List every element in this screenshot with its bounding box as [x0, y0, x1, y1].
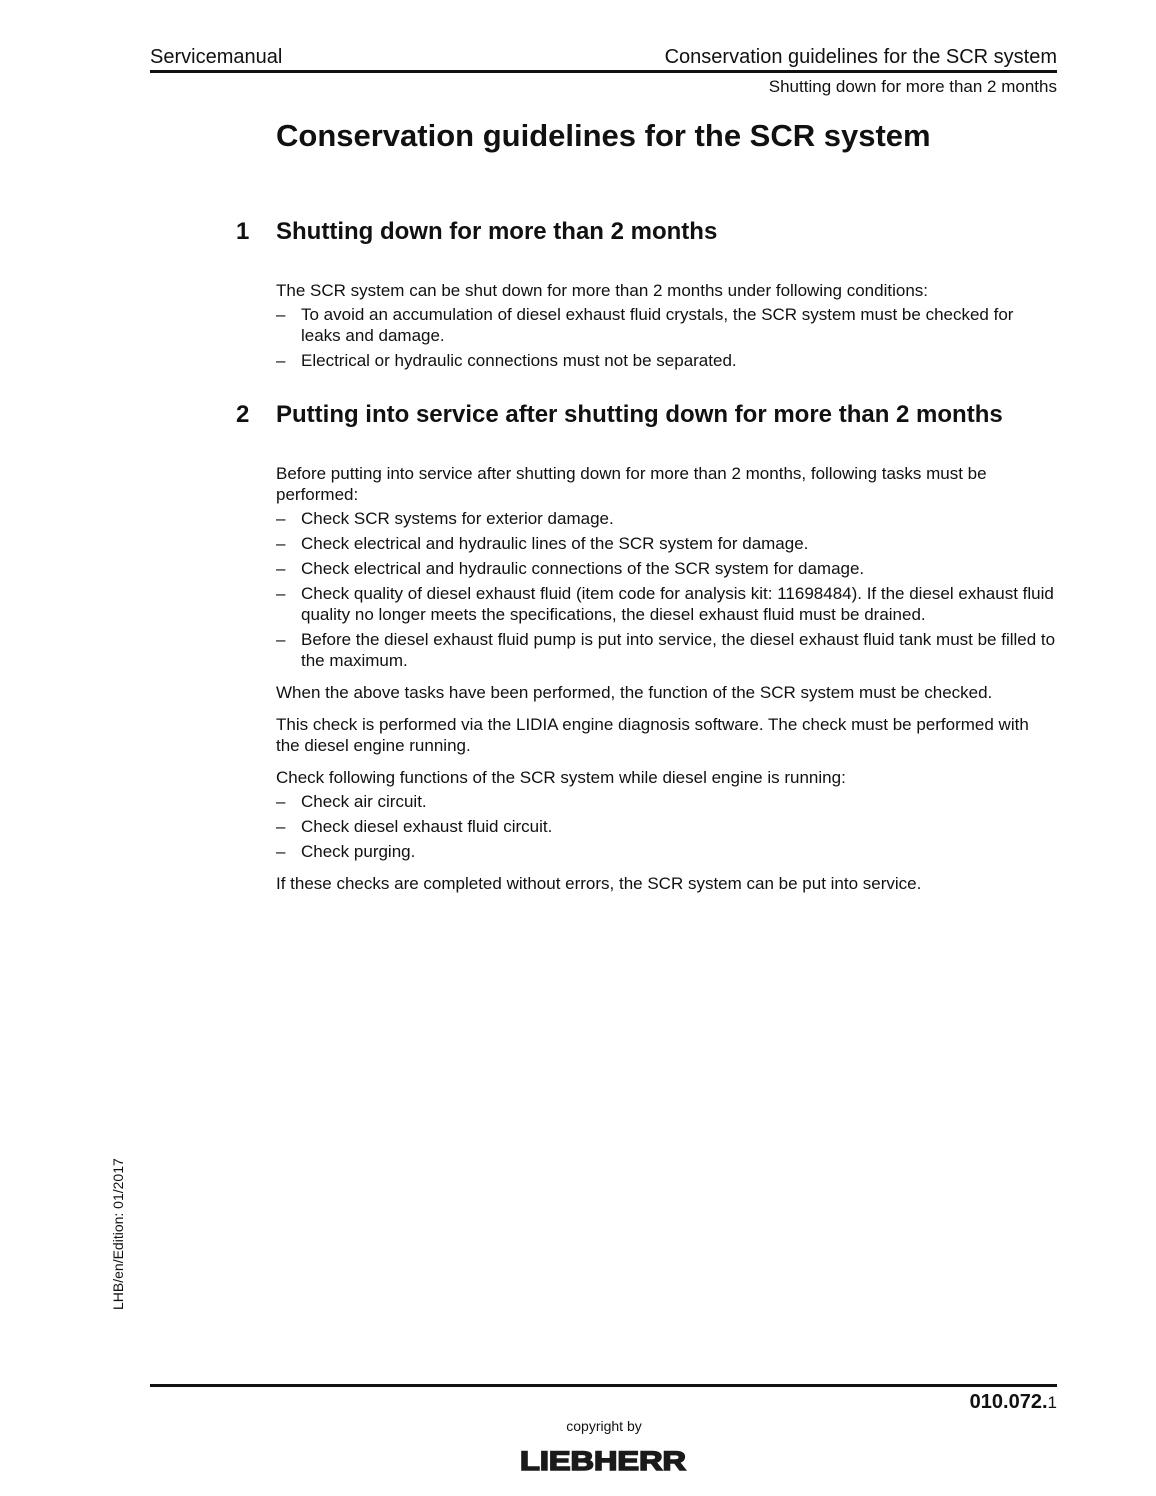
section-2-intro: Before putting into service after shutting down for more than 2 months, following tasks must be performed:	[276, 464, 987, 504]
list-item: – Electrical or hydraulic connections must not be separated.	[276, 351, 737, 370]
dash-bullet: –	[276, 305, 286, 324]
header-subtitle: Shutting down for more than 2 months	[768, 77, 1057, 96]
list-item: – Check quality of diesel exhaust fluid (item code for analysis kit: 11698484). If the diesel exhaust fluid quality no longer meets the specifications, the diesel exhaust fluid must be drained.	[276, 584, 1054, 624]
list-item: – To avoid an accumulation of diesel exhaust fluid crystals, the SCR system must be checked for leaks and damage.	[276, 305, 1014, 345]
function-list	[276, 791, 1056, 862]
section-number: 1	[236, 218, 250, 245]
list-item: – Before the diesel exhaust fluid pump is put into service, the diesel exhaust fluid tank must be filled to the maximum.	[276, 630, 1056, 670]
dash-bullet: –	[276, 792, 286, 811]
section-title: Shutting down for more than 2 months	[276, 218, 718, 245]
list-item: – Check electrical and hydraulic lines of the SCR system for damage.	[276, 534, 809, 553]
header-left: Servicemanual	[150, 46, 283, 68]
dash-bullet: –	[276, 584, 286, 603]
list-item: – Check SCR systems for exterior damage.	[276, 509, 614, 528]
condition-list	[276, 304, 1056, 371]
section-2-body	[276, 463, 1056, 905]
dash-bullet: –	[276, 351, 286, 370]
list-item: – Check electrical and hydraulic connections of the SCR system for damage.	[276, 559, 865, 578]
logo-text: LIEBHERR	[520, 1446, 686, 1475]
dash-bullet: –	[276, 509, 286, 528]
check-info-paragraph: This check is performed via the LIDIA engine diagnosis software. The check must be performed with the diesel engine running.	[276, 715, 1029, 755]
section-title: Putting into service after shutting down for more than 2 months	[276, 401, 1003, 428]
list-item: – Check diesel exhaust fluid circuit.	[276, 817, 553, 836]
header-rule	[150, 70, 1057, 73]
section-1-body	[276, 280, 1056, 382]
document-title: Conservation guidelines for the SCR system	[276, 118, 931, 153]
functions-intro: Check following functions of the SCR system while diesel engine is running:	[276, 768, 846, 787]
section-number: 2	[236, 401, 250, 428]
edition-label: LHB/en/Edition: 01/2017	[110, 1158, 126, 1310]
liebherr-logo	[516, 1445, 690, 1475]
copyright-label: copyright by	[566, 1418, 642, 1434]
footer-rule	[150, 1384, 1057, 1387]
page-number	[970, 1390, 1057, 1415]
section-1-intro: The SCR system can be shut down for more than 2 months under following conditions:	[276, 281, 929, 300]
section-1-heading	[236, 217, 717, 247]
dash-bullet: –	[276, 534, 286, 553]
page-number-sub: 1	[1047, 1393, 1057, 1412]
list-item: – Check purging.	[276, 842, 416, 861]
section-2-heading	[236, 400, 1003, 430]
conclusion-paragraph: If these checks are completed without errors, the SCR system can be put into service.	[276, 874, 922, 893]
dash-bullet: –	[276, 817, 286, 836]
header-right: Conservation guidelines for the SCR system	[664, 46, 1057, 68]
dash-bullet: –	[276, 559, 286, 578]
after-tasks-paragraph: When the above tasks have been performed, the function of the SCR system must be checked.	[276, 683, 993, 702]
dash-bullet: –	[276, 842, 286, 861]
page-number-main: 010.072.	[969, 1391, 1048, 1413]
dash-bullet: –	[276, 630, 286, 649]
list-item: – Check air circuit.	[276, 792, 427, 811]
task-list	[276, 508, 1056, 671]
